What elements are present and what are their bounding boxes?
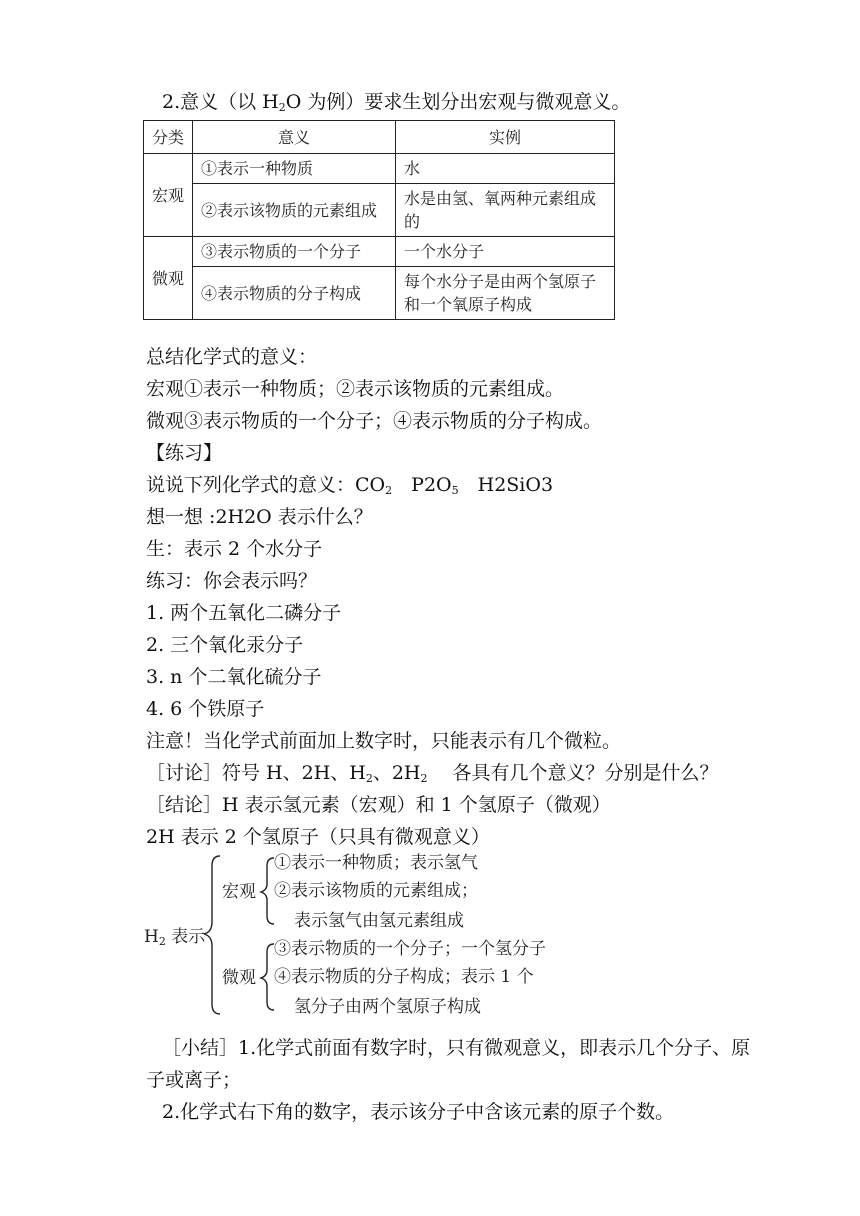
table-header-row — [144, 121, 615, 154]
practice-heading: 【练习】 — [146, 442, 223, 464]
diagram-micro-item: 氢分子由两个氢原子构成 — [294, 997, 481, 1017]
header-category: 分类 — [144, 121, 193, 154]
recap-line-2: 子或离子； — [146, 1069, 242, 1091]
exercise-line: 练习：你会表示吗？ — [146, 570, 318, 592]
meaning-cell: ②表示该物质的元素组成 — [193, 184, 396, 237]
example-cell: 水 — [396, 154, 615, 184]
meaning-cell: ③表示物质的一个分子 — [193, 237, 396, 267]
think-line: 想一想 :2H2O 表示什么？ — [146, 506, 373, 528]
table-row — [144, 237, 615, 267]
list-item: 2. 三个氧化汞分子 — [146, 634, 304, 656]
table-row — [144, 184, 615, 237]
macro-brace — [261, 858, 274, 924]
conclusion-line-2: 2H 表示 2 个氢原子（只具有微观意义） — [146, 826, 490, 848]
diagram-micro-item: ③表示物质的一个分子；一个氢分子 — [274, 939, 546, 959]
header-example: 实例 — [396, 121, 615, 154]
answer-line: 生：表示 2 个水分子 — [146, 538, 323, 560]
list-item: 1. 两个五氧化二磷分子 — [146, 602, 342, 624]
diagram-root: $H_2$ 表示 — [144, 927, 206, 948]
diagram-micro-item: ④表示物质的分子构成；表示 1 个 — [274, 967, 534, 987]
diagram-macro-label: 宏观 — [222, 882, 256, 902]
diagram-macro-item: 表示氢气由氢元素组成 — [294, 911, 464, 931]
category-macro: 宏观 — [144, 154, 193, 237]
conclusion-line: ［结论］H 表示氢元素（宏观）和 1 个氢原子（微观） — [146, 794, 611, 816]
meaning-cell: ①表示一种物质 — [193, 154, 396, 184]
list-item: 4. 6 个铁原子 — [146, 698, 265, 720]
discussion-line: ［讨论］符号 H、2H、$H_2$、$2H_2$ 各具有几个意义？分别是什么？ — [146, 762, 719, 785]
meaning-cell: ④表示物质的分子构成 — [193, 267, 396, 320]
big-brace — [204, 856, 220, 1014]
example-cell: 每个水分子是由两个氢原子和一个氧原子构成 — [396, 267, 615, 320]
meaning-table — [143, 120, 615, 320]
table-row — [144, 154, 615, 184]
summary-title: 总结化学式的意义： — [146, 346, 318, 368]
practice-prompt: 说说下列化学式的意义：$CO_2$ $P2O_5$ H2SiO3 — [146, 474, 554, 497]
recap-line-3: 2.化学式右下角的数字，表示该分子中含该元素的原子个数。 — [162, 1101, 675, 1123]
list-item: 3. n 个二氧化硫分子 — [146, 666, 322, 688]
table-row — [144, 267, 615, 320]
diagram-micro-label: 微观 — [222, 968, 256, 988]
note-line: 注意！当化学式前面加上数字时，只能表示有几个微粒。 — [146, 730, 622, 752]
h2-meaning-diagram — [140, 852, 580, 1022]
recap-line-1: ［小结］1.化学式前面有数字时，只有微观意义，即表示几个分子、原 — [162, 1037, 751, 1059]
example-cell: 水是由氢、氧两种元素组成的 — [396, 184, 615, 237]
summary-micro: 微观③表示物质的一个分子；④表示物质的分子构成。 — [146, 410, 603, 432]
diagram-macro-item: ②表示该物质的元素组成； — [274, 881, 478, 901]
summary-macro: 宏观①表示一种物质；②表示该物质的元素组成。 — [146, 378, 565, 400]
example-cell: 一个水分子 — [396, 237, 615, 267]
micro-brace — [261, 944, 274, 1010]
diagram-macro-item: ①表示一种物质；表示氢气 — [274, 853, 478, 873]
header-meaning: 意义 — [193, 121, 396, 154]
category-micro: 微观 — [144, 237, 193, 320]
intro-line: 2.意义（以 $H_2O$ 为例）要求生划分出宏观与微观意义。 — [162, 91, 631, 114]
